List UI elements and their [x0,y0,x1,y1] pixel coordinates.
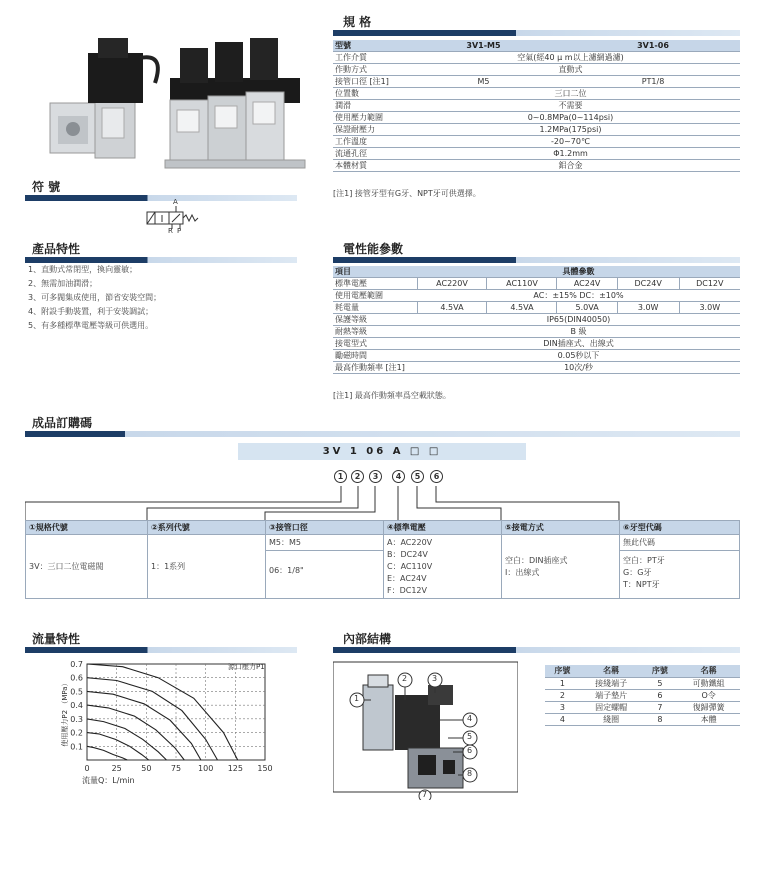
elec-value: 10次/秒 [417,362,740,374]
internal-section-title: 內部結構 [343,632,392,646]
elec-power: 4.5VA [417,302,487,314]
chart-ytick-label: 0.2 [70,728,83,738]
flow-chart [45,658,285,788]
order-number-1: 1 [334,470,347,483]
spec-label: 使用壓力範圍 [333,112,401,124]
symbol-section-title: 符 號 [32,180,61,194]
order-number-6: 6 [430,470,443,483]
order-cell-1: 3V：三口二位電磁閥 [26,535,148,599]
elec-power: 5.0VA [557,302,617,314]
parts-cell: 3 [545,701,580,713]
order-header-3: ③接管口徑 [266,521,384,535]
internal-diagram [333,660,518,800]
table-row [333,64,740,76]
table-row [545,713,740,725]
elec-voltage: AC110V [487,278,557,290]
parts-cell: 綫圈 [580,713,643,725]
elec-voltage: AC220V [417,278,487,290]
flow-section-bar [25,647,297,653]
elec-header-item: 項目 [333,266,417,278]
table-row [333,326,740,338]
spec-value: M5 [401,76,566,88]
order-cell-6 [620,535,740,599]
order-code-band: 3V 1 06 A □ □ [238,443,526,460]
chart-xtick-label: 125 [227,764,243,773]
diagram-label-6: 6 [467,746,473,755]
order-section-bar [25,431,740,437]
spec-value: 1.2MPa(175psi) [401,124,740,136]
spec-header-model: 型號 [333,40,401,52]
spec-note: [注1] 接管牙型有G牙、NPT牙可供選擇。 [333,189,481,198]
product-photo [40,28,310,178]
elec-value: AC：±15% DC：±10% [417,290,740,302]
elec-power: 4.5VA [487,302,557,314]
spec-label: 位置數 [333,88,401,100]
parts-header: 名稱 [580,665,643,677]
elec-label: 使用電壓範圍 [333,290,417,302]
chart-xtick-label: 50 [141,764,152,773]
elec-power: 3.0W [617,302,679,314]
parts-cell: 復歸彈簧 [677,701,740,713]
spec-label: 保證耐壓力 [333,124,401,136]
table-row [545,677,740,689]
electrical-note: [注1] 最高作動頻率爲空載狀態。 [333,391,451,400]
flow-legend-label: 源口壓力P1 [228,663,265,671]
parts-cell: 2 [545,689,580,701]
list-item: B：DC24V [387,549,428,559]
parts-cell: 接綫端子 [580,677,643,689]
list-item: 3、可多閥集成使用，節省安裝空間； [28,293,162,302]
table-row [333,136,740,148]
list-item: 5、有多種標準電壓等級可供選用。 [28,321,154,330]
elec-voltage: DC24V [617,278,679,290]
spec-label: 作動方式 [333,64,401,76]
spec-value: Φ1.2mm [401,148,740,160]
flow-chart-svg [45,658,285,788]
chart-ytick-label: 0.5 [70,687,83,697]
features-list [28,263,161,333]
elec-label: 保護等級 [333,314,417,326]
list-item: F：DC12V [387,585,427,595]
table-row [333,338,740,350]
spec-section-title: 規 格 [343,15,372,29]
parts-cell: 5 [642,677,677,689]
diagram-label-5: 5 [467,732,473,741]
table-row [545,701,740,713]
table-row [333,160,740,172]
spec-value: 鋁合金 [401,160,740,172]
chart-ytick-label: 0.7 [70,660,83,669]
elec-label: 接電型式 [333,338,417,350]
chart-series-line [87,691,201,760]
chart-xtick-label: 25 [111,764,122,773]
order-number-5: 5 [411,470,424,483]
parts-cell: 4 [545,713,580,725]
table-row [333,112,740,124]
list-item: 1、直動式常閉型，換向靈敏； [28,265,138,274]
spec-value: 三口二位 [401,88,740,100]
parts-cell: 6 [642,689,677,701]
spec-header-06: 3V1-06 [566,40,740,52]
spec-label: 流通孔徑 [333,148,401,160]
parts-cell: 7 [642,701,677,713]
table-row [333,350,740,362]
table-row [333,362,740,374]
order-connector-lines [25,484,740,520]
diagram-label-3: 3 [432,674,438,683]
flow-ylabel: 使用壓力P2 （MPa） [61,679,69,747]
order-cell-3 [266,535,384,599]
list-item: 空白：PT牙 [623,556,665,565]
table-row [333,100,740,112]
order-cell-3b: 06：1/8" [269,566,304,575]
table-row [545,689,740,701]
spec-table-header [333,40,740,52]
valve-symbol [145,198,205,235]
flow-xlabel: 流量Q：L/min [82,776,135,785]
elec-header-params: 具體參數 [417,266,740,278]
elec-value: IP65(DIN40050) [417,314,740,326]
table-row [26,535,740,599]
symbol-port-r: R [168,227,173,235]
spec-value: 不需要 [401,100,740,112]
list-item: E：AC24V [387,573,427,583]
spec-value: 直動式 [401,64,740,76]
chart-ytick-label: 0.3 [70,714,83,724]
parts-header: 名稱 [677,665,740,677]
chart-series-line [87,746,127,760]
spec-label: 潤滑 [333,100,401,112]
table-row [333,278,740,290]
chart-series-line [87,664,238,760]
parts-header: 序號 [642,665,677,677]
spec-label: 接管口徑 [注1] [333,76,401,88]
symbol-port-a: A [173,198,178,206]
spec-table [333,40,740,172]
diagram-label-4: 4 [467,714,473,723]
parts-cell: 端子墊片 [580,689,643,701]
spec-value: 空氣(經40 μ m以上濾網過濾) [401,52,740,64]
table-row [333,52,740,64]
elec-power: 3.0W [679,302,740,314]
electrical-table [333,266,740,374]
order-header-4: ④標準電壓 [384,521,502,535]
table-row [333,88,740,100]
spec-value: -20~70℃ [401,136,740,148]
elec-label: 耐熱等級 [333,326,417,338]
list-item: C：AC110V [387,561,433,571]
order-table-header [26,521,740,535]
chart-ytick-label: 0.1 [70,742,83,752]
order-cell-5 [502,535,620,599]
table-row [333,124,740,136]
order-code-table [25,520,740,599]
electrical-section-title: 電性能參數 [343,242,404,256]
diagram-label-8: 8 [467,769,473,778]
order-cell-6a: 無此代碼 [620,535,739,551]
spec-label: 本體材質 [333,160,401,172]
order-header-1: ①規格代號 [26,521,148,535]
chart-xtick-label: 100 [198,764,214,773]
order-section-title: 成品訂購碼 [32,416,93,430]
flow-section-title: 流量特性 [32,632,81,646]
parts-table-header [545,665,740,677]
spec-section-bar [333,30,740,36]
diagram-label-7: 7 [422,790,428,799]
features-section-title: 產品特性 [32,242,81,256]
list-item: 空白：DIN插座式 [505,555,568,565]
chart-xtick-label: 150 [257,764,273,773]
chart-ytick-label: 0.6 [70,673,83,683]
parts-cell: 固定螺帽 [580,701,643,713]
parts-cell: 可動鐵組 [677,677,740,689]
list-item: T：NPT牙 [623,580,660,589]
table-row [333,290,740,302]
spec-header-m5: 3V1-M5 [401,40,566,52]
list-item: G：G牙 [623,568,652,577]
chart-xtick-label: 75 [170,764,182,773]
parts-cell: O令 [677,689,740,701]
chart-series-line [87,719,167,760]
elec-value: DIN插座式、出線式 [417,338,740,350]
parts-cell: 1 [545,677,580,689]
elec-voltage: DC12V [679,278,740,290]
chart-xtick-label: 0 [84,764,90,773]
electrical-table-header [333,266,740,278]
parts-cell: 本體 [677,713,740,725]
chart-ytick-label: 0.4 [70,701,83,711]
order-header-5: ⑤接電方式 [502,521,620,535]
table-row [333,314,740,326]
list-item: A：AC220V [387,537,433,547]
symbol-section-bar [25,195,297,201]
parts-header: 序號 [545,665,580,677]
table-row [333,302,740,314]
parts-cell: 8 [642,713,677,725]
list-item: I：出線式 [505,567,540,577]
order-header-2: ②系列代號 [148,521,266,535]
order-number-3: 3 [369,470,382,483]
order-header-6: ⑥牙型代碼 [620,521,740,535]
electrical-section-bar [333,257,740,263]
diagram-label-1: 1 [354,694,360,703]
spec-value: PT1/8 [566,76,740,88]
order-cell-4 [384,535,502,599]
elec-voltage: AC24V [557,278,617,290]
list-item: 2、無需加油潤滑； [28,279,98,288]
parts-table [545,665,740,726]
elec-label: 勵磁時間 [333,350,417,362]
elec-label: 耗電量 [333,302,417,314]
order-cell-3a: M5：M5 [266,535,383,551]
order-number-2: 2 [351,470,364,483]
list-item: 4、附設手動裝置，利于安裝調試； [28,307,154,316]
internal-section-bar [333,647,740,653]
symbol-port-p: P [177,227,182,235]
order-cell-2: 1：1系列 [148,535,266,599]
spec-label: 工作溫度 [333,136,401,148]
order-number-4: 4 [392,470,405,483]
elec-value: B 級 [417,326,740,338]
table-row [333,148,740,160]
diagram-label-2: 2 [402,674,408,683]
spec-label: 工作介質 [333,52,401,64]
order-cell-6b [620,551,739,595]
elec-label: 最高作動頻率 [注1] [333,362,417,374]
spec-value: 0~0.8MPa(0~114psi) [401,112,740,124]
elec-label: 標準電壓 [333,278,417,290]
table-row [333,76,740,88]
elec-value: 0.05秒以下 [417,350,740,362]
